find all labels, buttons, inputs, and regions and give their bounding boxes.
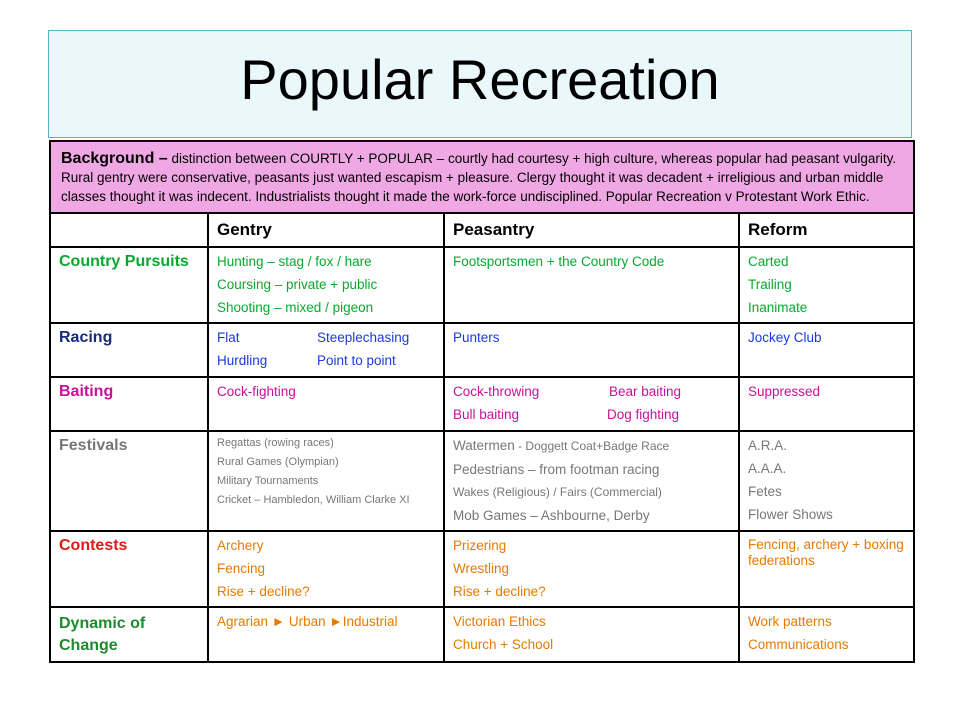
list-item: A.R.A. — [748, 438, 788, 453]
list-item: Flower Shows — [748, 507, 833, 522]
list-item: Mob Games – Ashbourne, Derby — [453, 508, 650, 523]
cell-dynamic-reform — [739, 607, 914, 662]
cell-dynamic-peasantry — [444, 607, 739, 662]
list-item: Prizering — [453, 538, 507, 553]
list-item — [453, 380, 730, 403]
list-item — [453, 403, 730, 426]
list-item: Carted — [748, 254, 789, 269]
background-label: Background – — [61, 150, 168, 167]
list-item: Fencing — [217, 561, 266, 576]
racing-point-to-point: Point to point — [317, 353, 396, 368]
cell-country-peasantry — [444, 247, 739, 323]
racing-hurdling: Hurdling — [217, 353, 268, 368]
list-item: Communications — [748, 637, 849, 652]
list-item: Hunting – stag / fox / hare — [217, 254, 372, 269]
list-item: Work patterns — [748, 614, 832, 629]
header-empty — [50, 213, 208, 247]
row-label-festivals: Festivals — [50, 431, 208, 531]
cell-country-gentry — [208, 247, 444, 323]
page-title: Popular Recreation — [240, 48, 720, 111]
list-item: Fetes — [748, 484, 782, 499]
row-country-pursuits — [50, 247, 914, 323]
list-item: Rise + decline? — [453, 584, 546, 599]
row-label-baiting: Baiting — [50, 377, 208, 431]
header-row — [50, 213, 914, 247]
row-festivals — [50, 431, 914, 531]
row-dynamic-of-change — [50, 607, 914, 662]
list-item: Cricket – Hambledon, William Clarke XI — [217, 494, 410, 506]
list-item: Jockey Club — [748, 330, 822, 345]
list-item: Pedestrians – from footman racing — [453, 462, 660, 477]
row-label-contests: Contests — [50, 531, 208, 607]
header-peasantry: Peasantry — [444, 213, 739, 247]
recreation-table — [49, 140, 915, 663]
cell-festivals-gentry — [208, 431, 444, 531]
background-row — [50, 141, 914, 213]
racing-flat: Flat — [217, 330, 240, 345]
list-item: Coursing – private + public — [217, 277, 378, 292]
list-item — [217, 326, 435, 349]
baiting-bear: Bear baiting — [609, 384, 682, 399]
cell-baiting-peasantry — [444, 377, 739, 431]
cell-racing-peasantry — [444, 323, 739, 377]
row-racing — [50, 323, 914, 377]
row-label-racing: Racing — [50, 323, 208, 377]
watermen: Watermen — [453, 438, 515, 453]
cell-racing-gentry — [208, 323, 444, 377]
list-item: Shooting – mixed / pigeon — [217, 300, 374, 315]
background-cell — [50, 141, 914, 213]
baiting-cock-throwing: Cock-throwing — [453, 384, 540, 399]
cell-country-reform — [739, 247, 914, 323]
cell-festivals-reform — [739, 431, 914, 531]
header-gentry: Gentry — [208, 213, 444, 247]
list-item: Victorian Ethics — [453, 614, 546, 629]
header-reform: Reform — [739, 213, 914, 247]
baiting-dog: Dog fighting — [607, 407, 680, 422]
list-item: Regattas (rowing races) — [217, 437, 334, 449]
cell-racing-reform — [739, 323, 914, 377]
cell-festivals-peasantry — [444, 431, 739, 531]
cell-dynamic-gentry — [208, 607, 444, 662]
list-item: Suppressed — [748, 384, 821, 399]
list-item: Inanimate — [748, 300, 808, 315]
list-item: Punters — [453, 330, 500, 345]
row-contests — [50, 531, 914, 607]
cell-contests-reform — [739, 531, 914, 607]
list-item: A.A.A. — [748, 461, 787, 476]
cell-baiting-gentry — [208, 377, 444, 431]
list-item: Footsportsmen + the Country Code — [453, 254, 665, 269]
row-label-dynamic-of-change: Dynamic of Change — [50, 607, 208, 662]
list-item: Trailing — [748, 277, 792, 292]
row-label-country-pursuits: Country Pursuits — [50, 247, 208, 323]
row-baiting — [50, 377, 914, 431]
list-item: Cock-fighting — [217, 384, 296, 399]
racing-steeplechasing: Steeplechasing — [317, 330, 410, 345]
list-item: Rural Games (Olympian) — [217, 456, 339, 468]
doggett-race: - Doggett Coat+Badge Race — [514, 439, 670, 453]
list-item: Archery — [217, 538, 264, 553]
cell-contests-peasantry — [444, 531, 739, 607]
cell-baiting-reform — [739, 377, 914, 431]
list-item — [217, 349, 435, 372]
baiting-bull: Bull baiting — [453, 407, 520, 422]
list-item: Fencing, archery + boxing federations — [748, 537, 904, 568]
list-item — [453, 434, 730, 458]
background-text: distinction between COURTLY + POPULAR – courtly had courtesy + high culture, whereas popular had peasant vulgarity. Rural gentry were conservative, peasants just wanted escapism + pleasure. Clergy thought it was decadent + irreligious and urban middle classes thought it was indecent. Industrialists thought it made the work-force undisciplined. Popular Recreation v Protestant Work Ethic. — [61, 151, 897, 204]
list-item: Wakes (Religious) / Fairs (Commercial) — [453, 485, 662, 499]
cell-contests-gentry — [208, 531, 444, 607]
list-item: Rise + decline? — [217, 584, 310, 599]
list-item: Agrarian ► Urban ►Industrial — [217, 614, 398, 629]
list-item: Church + School — [453, 637, 554, 652]
list-item: Wrestling — [453, 561, 510, 576]
list-item: Military Tournaments — [217, 475, 319, 487]
